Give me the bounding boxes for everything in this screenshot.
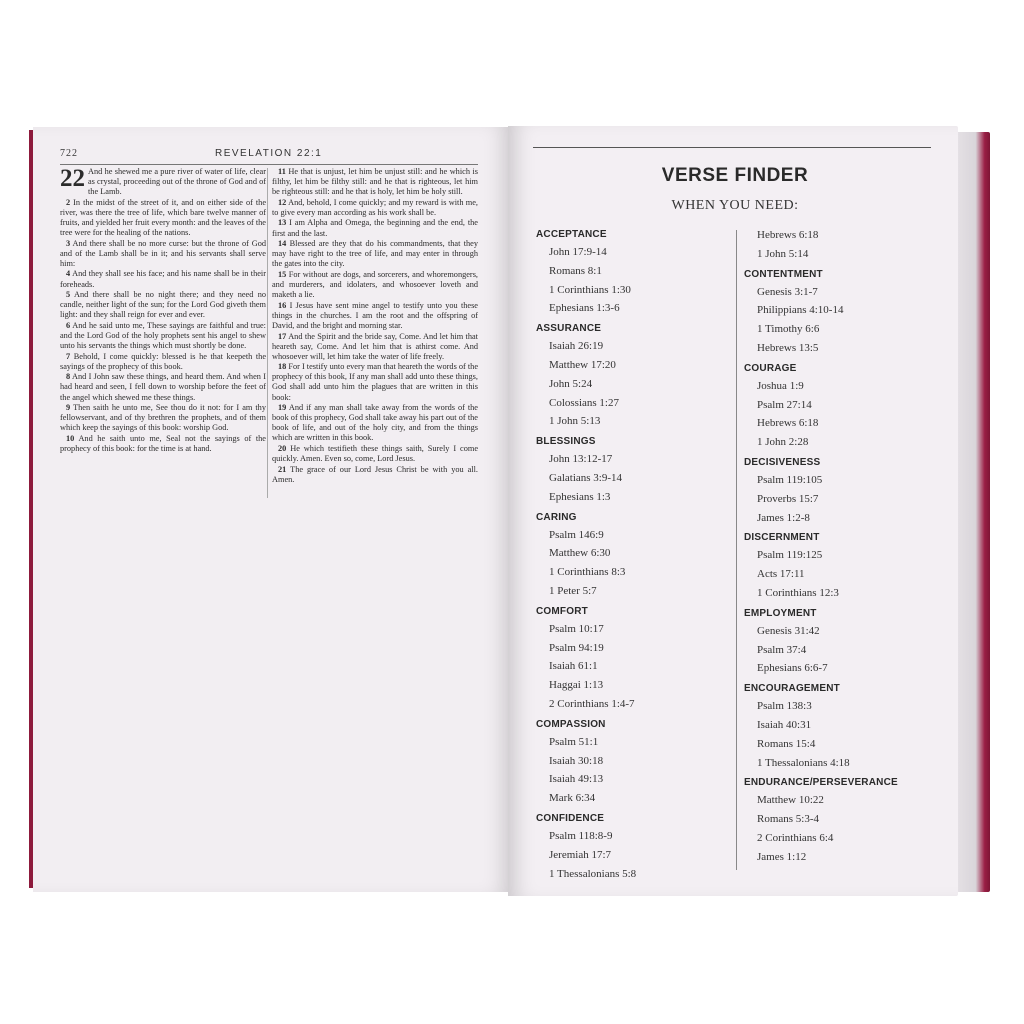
topic-heading: DISCERNMENT (744, 532, 820, 544)
verse-text: Then saith he unto me, See thou do it not: for I am thy fellowservant, and of thy brethren the prophets, and of them which keep the sayings of this book: worship God. (60, 403, 266, 433)
verse-reference: James 1:2-8 (757, 511, 810, 524)
topic-heading: COMFORT (536, 605, 588, 617)
verse-text: And, behold, I come quickly; and my reward is with me, to give every man according as his work shall be. (272, 197, 478, 217)
verse-reference: James 1:12 (757, 850, 807, 863)
verse-finder-title: VERSE FINDER (661, 165, 809, 186)
verse-reference: John 13:12-17 (549, 453, 613, 466)
book-back-cover (954, 132, 990, 892)
verse-reference: John 5:24 (549, 377, 593, 390)
verse-text: Behold, I come quickly: blessed is he that keepeth the sayings of the prophecy of this book. (60, 351, 267, 371)
verse-finder-section (536, 509, 726, 603)
bleed-through-text (62, 520, 472, 860)
verse-reference: Psalm 118:8-9 (549, 829, 613, 842)
topic-heading: ENCOURAGEMENT (744, 683, 840, 695)
verse-reference: Jeremiah 17:7 (549, 848, 612, 861)
verse (272, 239, 478, 269)
verse-reference: Proverbs 15:7 (757, 492, 819, 505)
verse-number: 4 (66, 269, 71, 279)
verse-reference: Psalm 146:9 (549, 528, 604, 541)
verse-reference: Mark 6:34 (549, 792, 596, 805)
topic-heading: BLESSINGS (536, 436, 596, 448)
verse-number: 17 (278, 331, 287, 341)
verse (272, 270, 478, 300)
verse-reference: Philippians 4:10-14 (757, 304, 844, 317)
verse-reference: Psalm 138:3 (757, 700, 812, 713)
verse-text: And he shewed me a pure river of water of life, clear as crystal, proceeding out of the throne of God and of the Lamb. (88, 167, 266, 197)
verse-finder-subtitle: WHEN YOU NEED: (671, 198, 799, 213)
verse-reference: Romans 8:1 (549, 264, 602, 277)
chapter-number: 22 (60, 165, 85, 192)
verse-number: 14 (278, 239, 287, 249)
verse-reference: 2 Corinthians 1:4-7 (549, 697, 635, 710)
verse-reference: Matthew 10:22 (757, 794, 824, 807)
verse-reference: 1 Corinthians 8:3 (549, 566, 626, 579)
verse-reference: Ephesians 1:3-6 (549, 302, 620, 315)
verse-reference: Romans 5:3-4 (757, 813, 820, 826)
verse-finder-section (744, 226, 934, 266)
verse-number: 11 (278, 167, 286, 176)
verse-text: And he saith unto me, Seal not the sayings of the prophecy of this book: for the time is at hand. (60, 433, 266, 454)
verse-reference: Matthew 17:20 (549, 358, 616, 371)
verse-text: And they shall see his face; and his name shall be in their foreheads. (60, 269, 266, 289)
verse-finder-section (536, 810, 726, 885)
verse-finder-section (744, 360, 934, 454)
verse-number: 3 (66, 238, 71, 248)
verse-number: 19 (278, 403, 287, 413)
verse-reference: Psalm 37:4 (757, 643, 807, 656)
verse-finder-section (744, 605, 934, 680)
topic-heading: ACCEPTANCE (536, 229, 607, 240)
topic-heading: ASSURANCE (536, 323, 602, 335)
verse-text: He that is unjust, let him be unjust still: and he which is filthy, let him be filthy still: and he that is righteous, let him be righteous still: and he that is holy, let him be holy still. (272, 167, 478, 197)
topic-heading: COMPASSION (536, 718, 606, 730)
verse-reference: Ephesians 6:6-7 (757, 662, 828, 675)
verse-reference: 1 Corinthians 1:30 (549, 283, 631, 296)
verse-reference: 1 John 2:28 (757, 436, 809, 449)
verse-reference: Isaiah 49:13 (549, 773, 604, 786)
page-number: 722 (60, 148, 78, 159)
verse (60, 269, 266, 289)
verse-reference: Genesis 3:1-7 (757, 285, 818, 298)
verse-text: And if any man shall take away from the words of the book of this prophecy, God shall take away his part out of the book of life, and out of the holy city, and from the things which are written in this book. (272, 403, 478, 443)
verse-reference: 1 Corinthians 12:3 (757, 586, 839, 599)
topic-heading: EMPLOYMENT (744, 607, 817, 619)
verse-number: 7 (66, 351, 71, 361)
verse-text: And the Spirit and the bride say, Come. And let him that heareth say, Come. And let him that is athirst come. And whosoever will, let him take the water of life freely. (272, 331, 478, 361)
verse-number: 8 (66, 372, 71, 382)
verse-reference: Psalm 119:125 (757, 549, 823, 562)
verse-reference: Hebrews 6:18 (757, 417, 819, 430)
verse (272, 167, 478, 197)
verse-finder-section (744, 529, 934, 604)
verse (60, 434, 266, 454)
verse-number: 5 (66, 290, 71, 300)
verse-text: And he said unto me, These sayings are faithful and true: and the Lord God of the holy prophets sent his angel to shew unto his servants the things which must shortly be done. (60, 320, 266, 351)
verse-reference: 1 John 5:13 (549, 415, 601, 428)
verse-finder-section (536, 320, 726, 433)
verse-reference: Isaiah 30:18 (549, 754, 604, 767)
topic-heading: DECISIVENESS (744, 456, 821, 468)
scripture-column-left (60, 167, 266, 455)
verse-reference: Psalm 27:14 (757, 398, 812, 411)
verse (272, 465, 478, 485)
running-header (60, 148, 478, 165)
running-head: REVELATION 22:1 (215, 148, 323, 159)
verse (60, 403, 266, 433)
verse (272, 301, 478, 331)
verse-reference: Isaiah 61:1 (549, 660, 598, 673)
verse-reference: 1 Thessalonians 4:18 (757, 756, 850, 769)
verse (272, 218, 478, 238)
verse (60, 321, 266, 351)
verse-reference: Psalm 51:1 (549, 735, 599, 748)
verse (60, 167, 266, 197)
column-divider (267, 168, 268, 498)
topic-heading: CONFIDENCE (536, 812, 605, 824)
verse-number: 10 (66, 433, 75, 443)
verse-reference: Romans 15:4 (757, 737, 816, 750)
verse-reference: 1 Thessalonians 5:8 (549, 867, 637, 880)
verse-finder-section (744, 680, 934, 774)
scripture-column-right (272, 167, 478, 485)
verse-reference: Galatians 3:9-14 (549, 471, 623, 484)
verse (272, 403, 478, 443)
verse (272, 332, 478, 362)
verse-reference: Matthew 6:30 (549, 547, 611, 560)
verse (60, 372, 266, 402)
verse-reference: Ephesians 1:3 (549, 490, 611, 503)
verse (272, 198, 478, 218)
verse-number: 15 (278, 269, 287, 279)
verse-reference: Joshua 1:9 (757, 379, 804, 392)
verse (272, 362, 478, 402)
verse-finder-section (744, 774, 934, 868)
column-divider (736, 230, 737, 870)
verse-text: In the midst of the street of it, and on either side of the river, was there the tree of life, which bare twelve manner of fruits, and yielded her fruit every month: and the leaves of the tree were for the healing of the nations. (60, 197, 266, 238)
verse-reference: Psalm 10:17 (549, 622, 604, 635)
verse-reference: Acts 17:11 (757, 568, 805, 581)
verse-text: He which testifieth these things saith, Surely I come quickly. Amen. Even so, come, Lord Jesus. (272, 444, 478, 464)
verse-text: The grace of our Lord Jesus Christ be with you all. Amen. (272, 464, 478, 484)
verse-reference: 1 John 5:14 (757, 247, 809, 260)
verse-reference: Isaiah 26:19 (549, 340, 604, 353)
verse-text: I Jesus have sent mine angel to testify unto you these things in the churches. I am the root and the offspring of David, and the bright and morning star. (272, 300, 478, 330)
verse-number: 12 (278, 197, 287, 207)
verse-reference: Isaiah 40:31 (757, 718, 812, 731)
verse-finder-section (536, 433, 726, 508)
verse-text: Blessed are they that do his commandments, that they may have right to the tree of life, and may enter in through the gates into the city. (272, 239, 479, 269)
verse-number: 2 (66, 197, 71, 207)
verse-text: I am Alpha and Omega, the beginning and the end, the first and the last. (272, 218, 478, 238)
verse-reference: Hebrews 13:5 (757, 341, 819, 354)
topic-heading: COURAGE (744, 362, 797, 374)
verse-number: 16 (278, 300, 287, 310)
verse-number: 20 (278, 444, 287, 454)
verse-number: 13 (278, 218, 287, 228)
verse-number: 21 (278, 464, 287, 474)
verse (60, 198, 266, 238)
verse-reference: Psalm 119:105 (757, 473, 823, 486)
verse-number: 6 (66, 320, 71, 330)
verse-reference: 1 Timothy 6:6 (757, 323, 820, 336)
topic-heading: CARING (536, 511, 577, 523)
verse-finder-section (536, 603, 726, 716)
verse-text: And there shall be no night there; and they need no candle, neither light of the sun; for the Lord God giveth them light: and they shall reign for ever and ever. (60, 290, 266, 320)
verse-reference: Psalm 94:19 (549, 641, 604, 654)
topic-heading: CONTENTMENT (744, 268, 823, 280)
verse-reference: Haggai 1:13 (549, 679, 604, 692)
verse-reference: Genesis 31:42 (757, 624, 820, 637)
verse (60, 239, 266, 269)
verse-finder-section (536, 716, 726, 810)
verse-number: 9 (66, 403, 71, 413)
verse-finder-section (744, 266, 934, 360)
topic-heading: ENDURANCE/PERSEVERANCE (744, 777, 898, 789)
verse-finder-column-left (536, 226, 726, 885)
verse (272, 444, 478, 464)
header-rule (533, 147, 931, 148)
verse-finder-section (744, 454, 934, 529)
verse-reference: 2 Corinthians 6:4 (757, 831, 834, 844)
verse-number: 18 (278, 362, 287, 372)
verse-reference: John 17:9-14 (549, 246, 607, 258)
verse-reference: Colossians 1:27 (549, 396, 619, 409)
verse-finder-section (536, 226, 726, 320)
verse-text: And I John saw these things, and heard them. And when I had heard and seen, I fell down to worship before the feet of the angel which shewed me these things. (60, 372, 266, 402)
verse-reference: Hebrews 6:18 (757, 229, 819, 241)
verse-text: And there shall be no more curse: but the throne of God and of the Lamb shall be in it; and his servants shall serve him: (60, 238, 266, 268)
verse (60, 352, 266, 372)
verse (60, 290, 266, 320)
verse-text: For without are dogs, and sorcerers, and whoremongers, and murderers, and idolaters, and whosoever loveth and maketh a lie. (272, 269, 478, 300)
verse-finder-column-right (744, 226, 934, 869)
verse-reference: 1 Peter 5:7 (549, 584, 597, 597)
verse-text: For I testify unto every man that heareth the words of the prophecy of this book, If any man shall add unto these things, God shall add unto him the plagues that are written in this book: (272, 362, 478, 402)
